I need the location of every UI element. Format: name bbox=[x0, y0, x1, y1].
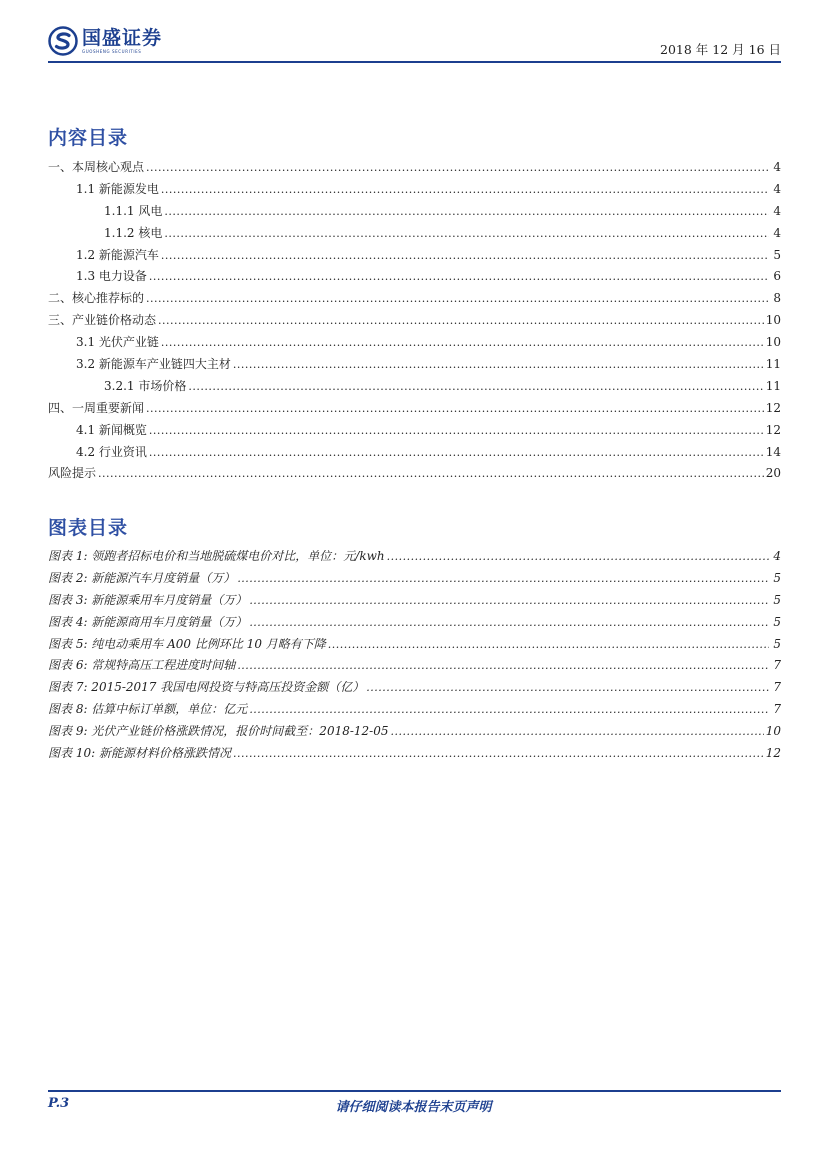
toc-item[interactable] bbox=[48, 311, 781, 333]
toc-item-page: 11 bbox=[765, 357, 781, 372]
figure-item-page: 5 bbox=[773, 614, 781, 629]
toc-item-page: 4 bbox=[773, 203, 781, 218]
toc-item[interactable] bbox=[48, 399, 781, 421]
figure-item[interactable] bbox=[48, 591, 781, 613]
toc-item[interactable] bbox=[48, 464, 781, 486]
toc-item-page: 14 bbox=[765, 444, 781, 459]
toc-item-label: 风险提示 bbox=[48, 466, 97, 481]
figure-item-label: 图表 4: 新能源商用车月度销量（万） bbox=[48, 614, 248, 629]
toc-item[interactable] bbox=[48, 355, 781, 377]
figure-item[interactable] bbox=[48, 656, 781, 678]
toc-item[interactable] bbox=[48, 377, 781, 399]
toc-item-page: 12 bbox=[765, 400, 781, 415]
toc-item-label: 3.1 光伏产业链 bbox=[76, 335, 159, 350]
page-header bbox=[48, 22, 781, 64]
toc-item[interactable] bbox=[48, 267, 781, 289]
figure-item-label: 图表 1: 领跑者招标电价和当地脱硫煤电价对比，单位：元/kwh bbox=[48, 549, 385, 563]
toc-item-label: 3.2 新能源车产业链四大主材 bbox=[76, 357, 231, 372]
toc-item-label: 4.1 新闻概览 bbox=[76, 422, 147, 437]
figure-item-label: 图表 3: 新能源乘用车月度销量（万） bbox=[48, 592, 248, 607]
header-divider bbox=[48, 61, 781, 63]
toc-item-label: 1.1.2 核电 bbox=[104, 225, 163, 240]
toc-item-label: 3.2.1 市场价格 bbox=[104, 378, 187, 393]
toc-item-label: 1.2 新能源汽车 bbox=[76, 247, 159, 262]
figure-item[interactable] bbox=[48, 678, 781, 700]
figure-item-label: 图表 6: 常规特高压工程进度时间轴 bbox=[48, 658, 236, 673]
brand-name: 国盛证券 bbox=[82, 26, 163, 49]
figure-item-label: 图表 5: 纯电动乘用车 A00 比例环比 10 月略有下降 bbox=[48, 636, 326, 651]
figure-item-label: 图表 8: 估算中标订单额，单位：亿元 bbox=[48, 702, 248, 717]
toc-item-page: 8 bbox=[773, 291, 781, 306]
figure-item-label: 图表 7: 2015-2017 我国电网投资与特高压投资金额（亿） bbox=[48, 680, 365, 695]
figure-item-page: 10 bbox=[765, 724, 781, 739]
figure-item[interactable] bbox=[48, 635, 781, 657]
report-date: 2018 年 12 月 16 日 bbox=[660, 42, 781, 57]
brand-subtitle: GUOSHENG SECURITIES bbox=[82, 48, 142, 54]
toc-item-page: 4 bbox=[773, 225, 781, 240]
toc-title: 内容目录 bbox=[48, 127, 129, 149]
toc-item-page: 6 bbox=[773, 269, 781, 284]
figure-item[interactable] bbox=[48, 700, 781, 722]
toc-item[interactable] bbox=[48, 333, 781, 355]
figure-item-label: 图表 2: 新能源汽车月度销量（万） bbox=[48, 570, 236, 585]
figure-item-page: 5 bbox=[773, 570, 781, 585]
figure-item-page: 4 bbox=[773, 549, 781, 563]
figure-item[interactable] bbox=[48, 569, 781, 591]
toc-item-label: 三、产业链价格动态 bbox=[48, 313, 157, 328]
toc-item[interactable] bbox=[48, 246, 781, 268]
toc-item-label: 四、一周重要新闻 bbox=[48, 400, 145, 415]
toc-item[interactable] bbox=[48, 158, 781, 180]
toc-item-page: 5 bbox=[773, 247, 781, 262]
figure-item[interactable] bbox=[48, 722, 781, 744]
toc-item-label: 二、核心推荐标的 bbox=[48, 291, 145, 306]
guosheng-logo-icon bbox=[48, 26, 78, 56]
brand-logo bbox=[48, 26, 162, 56]
toc-item-page: 4 bbox=[773, 160, 781, 174]
figure-item-label: 图表 10: 新能源材料价格涨跌情况 bbox=[48, 746, 231, 761]
figure-item-page: 12 bbox=[765, 746, 781, 761]
toc-item-page: 4 bbox=[773, 181, 781, 196]
toc-item-page: 10 bbox=[765, 335, 781, 350]
figure-item-label: 图表 9: 光伏产业链价格涨跌情况，报价时间截至：2018-12-05 bbox=[48, 724, 389, 739]
toc-item-page: 11 bbox=[765, 378, 781, 393]
footer-divider bbox=[48, 1090, 781, 1092]
toc-item-label: 4.2 行业资讯 bbox=[76, 444, 147, 459]
figure-item-page: 7 bbox=[773, 680, 781, 695]
figure-list bbox=[48, 547, 781, 766]
toc-item-label: 1.1 新能源发电 bbox=[76, 181, 159, 196]
footer-disclaimer-note: 请仔细阅读本报告末页声明 bbox=[335, 1100, 492, 1115]
toc-item[interactable] bbox=[48, 180, 781, 202]
toc-item-page: 10 bbox=[765, 313, 781, 328]
toc-item[interactable] bbox=[48, 289, 781, 311]
toc-item[interactable] bbox=[48, 202, 781, 224]
toc-item[interactable] bbox=[48, 443, 781, 465]
figure-item-page: 7 bbox=[773, 658, 781, 673]
table-of-contents bbox=[48, 158, 781, 486]
toc-item[interactable] bbox=[48, 224, 781, 246]
toc-item-label: 1.3 电力设备 bbox=[76, 269, 147, 284]
toc-item-label: 一、本周核心观点 bbox=[48, 160, 145, 174]
toc-item-page: 20 bbox=[765, 466, 781, 481]
toc-item-page: 12 bbox=[765, 422, 781, 437]
toc-item-label: 1.1.1 风电 bbox=[104, 203, 163, 218]
figure-item[interactable] bbox=[48, 744, 781, 766]
figure-item[interactable] bbox=[48, 547, 781, 569]
figure-item[interactable] bbox=[48, 613, 781, 635]
page-number: P.3 bbox=[48, 1096, 70, 1111]
figure-item-page: 5 bbox=[773, 636, 781, 651]
toc-item[interactable] bbox=[48, 421, 781, 443]
figure-item-page: 7 bbox=[773, 702, 781, 717]
figures-title: 图表目录 bbox=[48, 517, 129, 539]
figure-item-page: 5 bbox=[773, 592, 781, 607]
